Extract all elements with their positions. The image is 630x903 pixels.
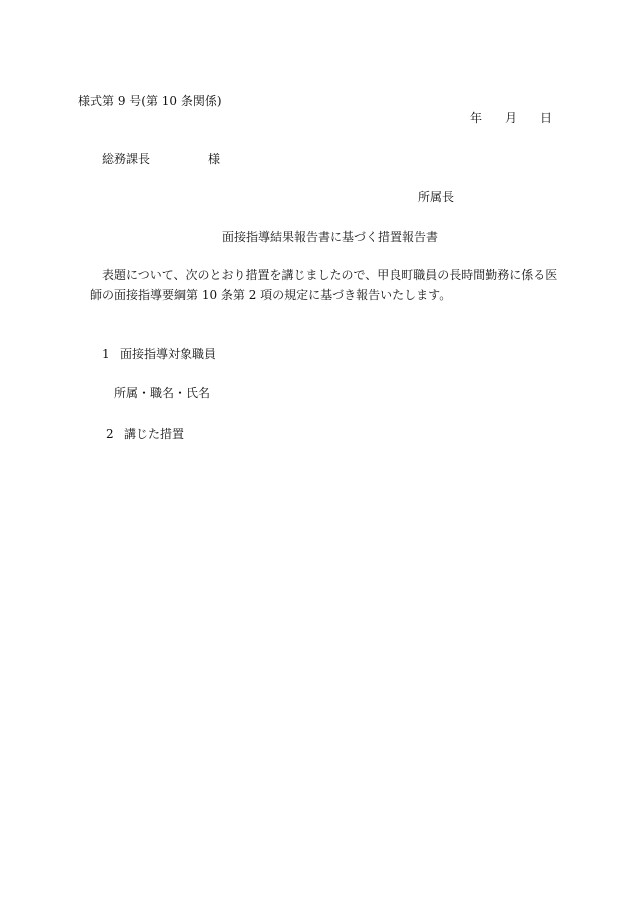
body-text-line-2: 師の面接指導要綱第 10 条第 2 項の規定に基づき報告いたします。 bbox=[90, 288, 452, 302]
date-month-label: 月 bbox=[505, 111, 518, 125]
document-title: 面接指導結果報告書に基づく措置報告書 bbox=[222, 230, 439, 244]
addressee-honorific: 様 bbox=[208, 152, 221, 166]
date-day-label: 日 bbox=[540, 111, 553, 125]
addressee-title: 総務課長 bbox=[102, 152, 151, 166]
form-number-label: 様式第 9 号(第 10 条関係) bbox=[78, 94, 222, 108]
item-1-heading-text: 面接指導対象職員 bbox=[120, 347, 217, 361]
item-2-heading-text: 講じた措置 bbox=[124, 427, 185, 441]
item-1-heading bbox=[102, 348, 216, 360]
item-2-number: 2 bbox=[106, 427, 114, 441]
date-year-label: 年 bbox=[470, 111, 483, 125]
item-1-number: 1 bbox=[102, 347, 110, 361]
body-text-line-1: 表題について、次のとおり措置を講じましたので、甲良町職員の長時間勤務に係る医 bbox=[102, 268, 558, 282]
addressee-line bbox=[102, 153, 220, 165]
item-1-field-label: 所属・職名・氏名 bbox=[114, 386, 211, 400]
date-line bbox=[470, 112, 552, 124]
sender-title: 所属長 bbox=[418, 190, 455, 204]
item-2-heading bbox=[106, 428, 184, 440]
